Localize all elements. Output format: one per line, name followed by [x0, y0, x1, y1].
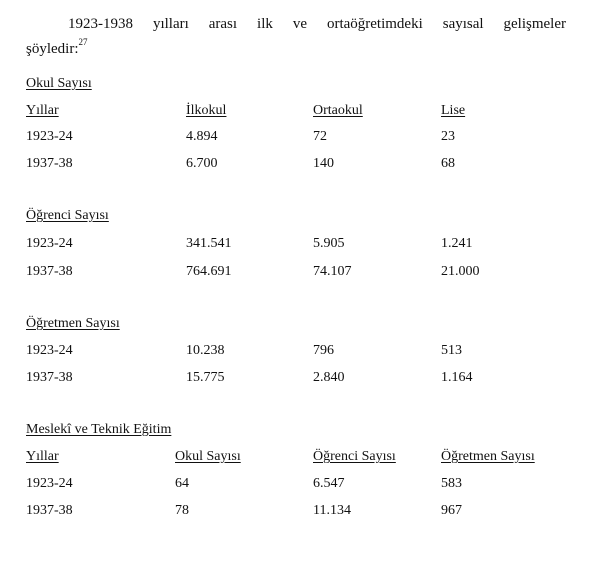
okul-row-2-ortaokul: 140	[313, 156, 334, 171]
header-ilkokul: İlkokul	[186, 103, 227, 118]
okul-row-1-ilkokul: 4.894	[186, 129, 218, 144]
ogrenci-row-1-ortaokul: 5.905	[313, 236, 345, 251]
header-lise: Lise	[441, 103, 466, 118]
mesleki-row-1-ogrenci: 6.547	[313, 476, 345, 491]
ogretmen-row-2-year: 1937-38	[26, 370, 73, 385]
ogrenci-row-2-ilkokul: 764.691	[186, 264, 232, 279]
mesleki-header-ogrenci-sayisi: Öğrenci Sayısı	[313, 449, 396, 464]
okul-row-2-year: 1937-38	[26, 156, 73, 171]
section-title-ogrenci: Öğrenci Sayısı	[26, 208, 109, 223]
okul-row-1-ortaokul: 72	[313, 129, 327, 144]
ogrenci-row-1-lise: 1.241	[441, 236, 473, 251]
intro-paragraph	[26, 14, 566, 59]
okul-row-2-ilkokul: 6.700	[186, 156, 218, 171]
ogrenci-row-2-lise: 21.000	[441, 264, 480, 279]
ogretmen-row-1-ortaokul: 796	[313, 343, 334, 358]
mesleki-row-1-ogretmen: 583	[441, 476, 462, 491]
mesleki-header-yillar: Yıllar	[26, 449, 59, 464]
header-yillar: Yıllar	[26, 103, 59, 118]
ogrenci-row-2-ortaokul: 74.107	[313, 264, 352, 279]
ogretmen-row-2-lise: 1.164	[441, 370, 473, 385]
okul-row-2-lise: 68	[441, 156, 455, 171]
ogretmen-row-1-year: 1923-24	[26, 343, 73, 358]
intro-line-2	[26, 34, 566, 59]
mesleki-row-2-ogretmen: 967	[441, 503, 462, 518]
ogrenci-row-2-year: 1937-38	[26, 264, 73, 279]
mesleki-row-2-year: 1937-38	[26, 503, 73, 518]
mesleki-row-2-ogrenci: 11.134	[313, 503, 351, 518]
mesleki-row-2-okul: 78	[175, 503, 189, 518]
okul-row-1-year: 1923-24	[26, 129, 73, 144]
intro-line-1: 1923-1938 yılları arası ilk ve ortaöğretimdeki sayısal gelişmeler	[68, 16, 566, 32]
mesleki-row-1-okul: 64	[175, 476, 189, 491]
header-ortaokul: Ortaokul	[313, 103, 363, 118]
ogretmen-row-1-lise: 513	[441, 343, 462, 358]
footnote-marker: 27	[78, 37, 88, 47]
mesleki-header-ogretmen-sayisi: Öğretmen Sayısı	[441, 449, 535, 464]
mesleki-row-1-year: 1923-24	[26, 476, 73, 491]
ogrenci-row-1-year: 1923-24	[26, 236, 73, 251]
ogretmen-row-2-ilkokul: 15.775	[186, 370, 225, 385]
section-title-ogretmen: Öğretmen Sayısı	[26, 316, 120, 331]
intro-line-2-text: şöyledir:	[26, 41, 79, 57]
section-title-okul: Okul Sayısı	[26, 76, 92, 91]
okul-row-1-lise: 23	[441, 129, 455, 144]
ogretmen-row-2-ortaokul: 2.840	[313, 370, 345, 385]
ogrenci-row-1-ilkokul: 341.541	[186, 236, 232, 251]
mesleki-header-okul-sayisi: Okul Sayısı	[175, 449, 241, 464]
ogretmen-row-1-ilkokul: 10.238	[186, 343, 225, 358]
section-title-mesleki: Meslekî ve Teknik Eğitim	[26, 422, 172, 437]
